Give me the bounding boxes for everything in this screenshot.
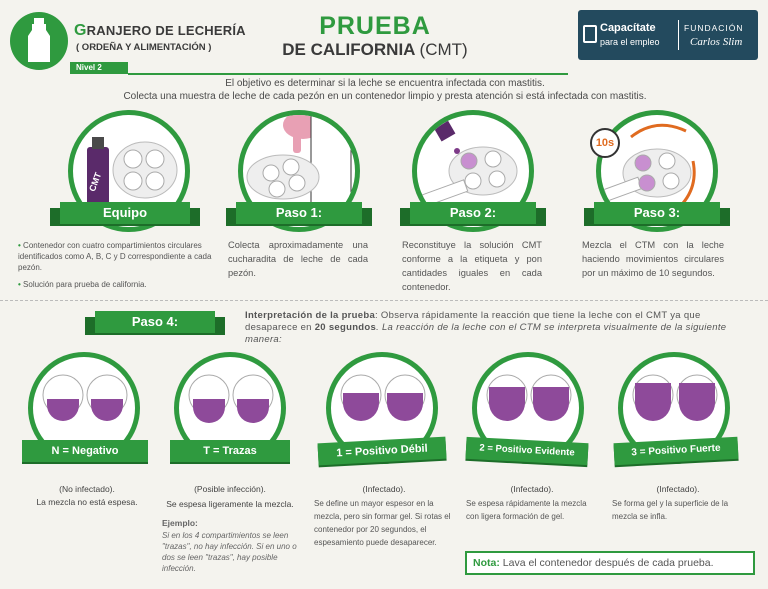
milk-bottle-logo: [10, 12, 68, 70]
nivel-badge: Nivel 2: [70, 62, 128, 74]
paso-1-text: Colecta aproximadamente una cucharadita de leche de cada pezón.: [228, 240, 368, 278]
program-subtitle: ( ORDEÑA Y ALIMENTACIÓN ): [76, 42, 212, 53]
result-label-fuerte: 3 = Positivo Fuerte: [614, 437, 739, 465]
intro-line-1: El objetivo es determinar si la leche se encuentra infectada con mastitis.: [225, 78, 545, 89]
ribbon-paso-4: Paso 4:: [95, 311, 215, 333]
result-label-evidente: 2 = Positivo Evidente: [466, 437, 589, 465]
result-text-fuerte: Se forma gel y la superficie de la mezcla se infla.: [612, 499, 729, 521]
cmt-bottle-label: CMT: [87, 171, 104, 193]
nota-box: Nota: Lava el contenedor después de cada prueba.: [465, 551, 755, 575]
result-status-trazas: (Posible infección).: [194, 484, 266, 494]
result-label-negativo: N = Negativo: [22, 440, 148, 462]
program-title: GRANJERO DE LECHERÍA: [74, 22, 246, 39]
paso-2-text: Reconstituye la solución CMT conforme a la etiqueta y pon cantidades iguales en cada contenedor.: [402, 240, 542, 292]
example-text: Si en los 4 compartimientos se leen "trazas", no hay infección. Si en uno o dos se leen "trazas", hay posible infección.: [162, 531, 297, 573]
example-title: Ejemplo:: [162, 518, 198, 528]
equipo-bullet-1: • Contenedor con cuatro compartimientos circulares identificados como A, B, C y D correspondiente a cada pezón.: [18, 241, 212, 272]
result-text-trazas: Se espesa ligeramente la mezcla.: [166, 499, 294, 509]
ribbon-equipo: Equipo: [60, 202, 190, 224]
result-text-negativo: La mezcla no está espesa.: [36, 497, 138, 507]
result-status-evidente: (Infectado).: [510, 484, 554, 494]
result-status-fuerte: (Infectado).: [656, 484, 700, 494]
ribbon-paso-1: Paso 1:: [236, 202, 362, 224]
paso-3-text: Mezcla el CTM con la leche haciendo movimientos circulares por un máximo de 10 segundos.: [582, 240, 724, 278]
checklist-icon: [583, 25, 597, 43]
page-title: PRUEBA: [319, 12, 431, 40]
result-label-debil: 1 = Positivo Débil: [318, 437, 447, 466]
interpretation-text: Interpretación de la prueba: Observa rápidamente la reacción que tiene la leche con el CMT ya que desaparece en 20 segundos. La reacción de la leche con el CTM se interpreta visualmente de la siguiente manera:: [245, 310, 727, 345]
brand-logo: Capacítate para el empleo FUNDACIÓN Carlos Slim: [578, 10, 758, 60]
timer-icon: 10s: [590, 128, 620, 158]
result-text-evidente: Se espesa rápidamente la mezcla con ligera formación de gel.: [466, 499, 587, 521]
section-divider: [0, 300, 768, 302]
milk-bottle-icon: [10, 12, 68, 70]
result-status-negativo: (No infectado).: [59, 484, 115, 494]
ribbon-paso-3: Paso 3:: [594, 202, 720, 224]
intro-line-2: Colecta una muestra de leche de cada pezón en un contenedor limpio y presta atención si está infectada con mastitis.: [123, 91, 647, 102]
page-subtitle: DE CALIFORNIA (CMT): [282, 40, 468, 59]
result-text-debil: Se define un mayor espesor en la mezcla, pero sin formar gel. Si rotas el contenedor por 20 segundos, el espesamiento puede desaparecer.: [314, 499, 451, 547]
result-label-trazas: T = Trazas: [170, 440, 290, 462]
equipo-bullet-2: • Solución para prueba de california.: [18, 280, 147, 289]
ribbon-paso-2: Paso 2:: [410, 202, 536, 224]
result-status-debil: (Infectado).: [362, 484, 406, 494]
header-divider: [128, 73, 568, 75]
